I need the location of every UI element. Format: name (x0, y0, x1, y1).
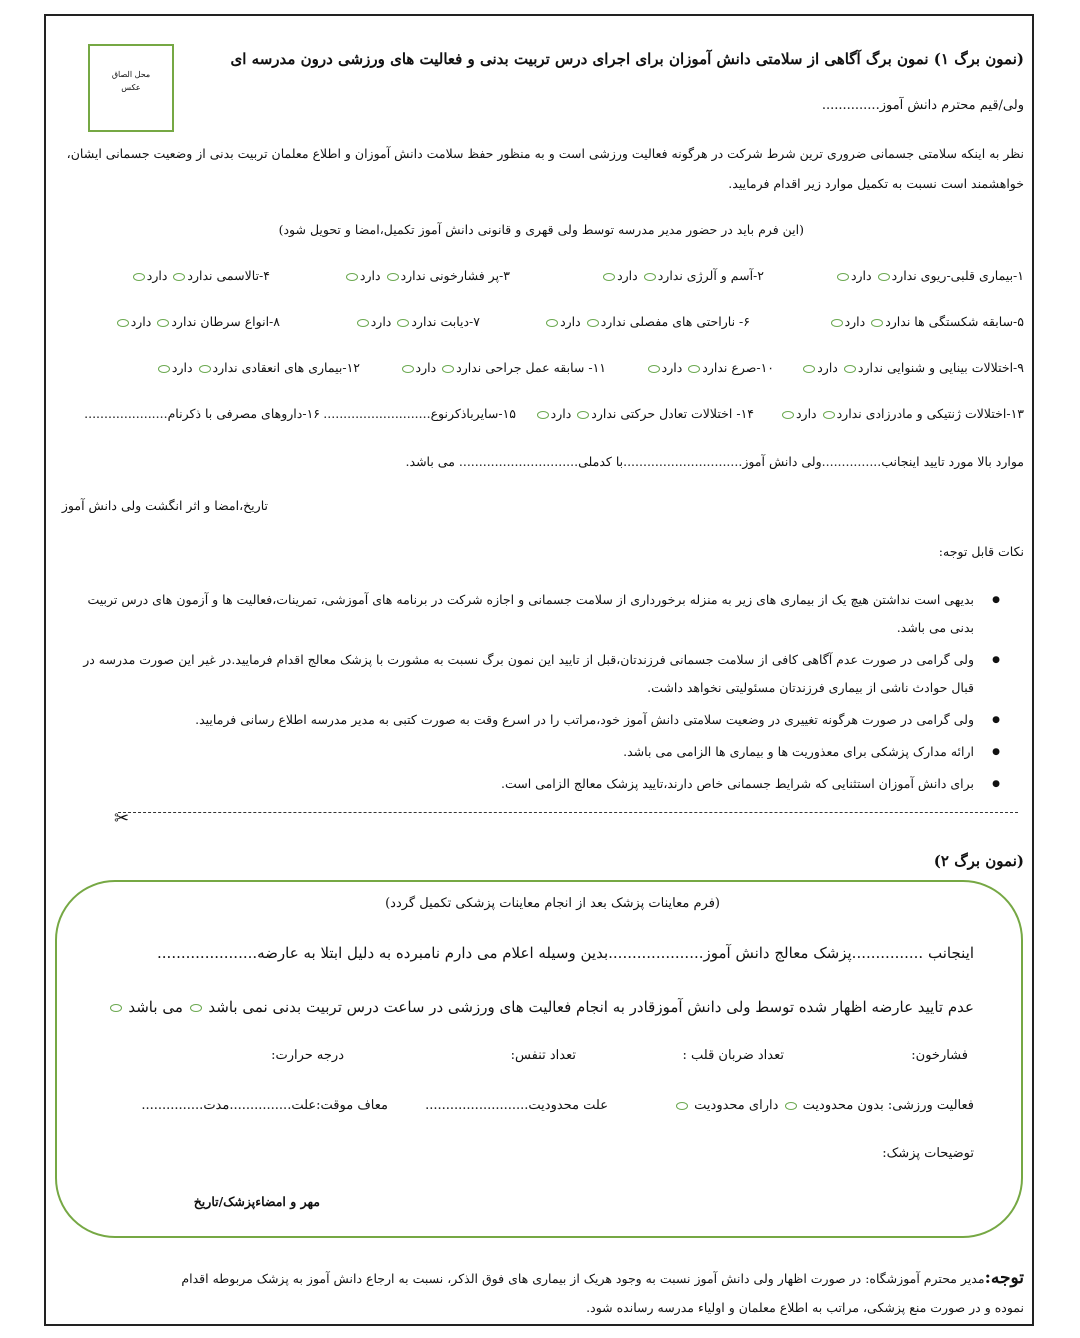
radio-unrestricted[interactable] (785, 1102, 797, 1110)
radio-no[interactable] (871, 319, 883, 327)
temperature-label: درجه حرارت: (271, 1048, 344, 1063)
radio-yes[interactable] (603, 273, 615, 281)
restriction-reason[interactable]: علت محدودیت......................... (425, 1098, 608, 1113)
item-13: ۱۳-اختلالات ژنتیکی و مادرزادی ندارد دارد (780, 406, 1024, 421)
doctor-notes-label: توضیحات پزشک: (882, 1146, 974, 1161)
radio-able[interactable] (110, 1004, 122, 1012)
form1-title: (نمون برگ ۱) نمون برگ آگاهی از سلامتی دانش آموزان برای اجرای درس تربیت بدنی و فعالیت های ورزشی درون مدرسه ای (230, 50, 1024, 68)
item-1: ۱-بیماری قلبی-ریوی ندارد دارد (835, 268, 1024, 283)
greeting: ولی/قیم محترم دانش آموز.............. (821, 98, 1024, 113)
list-item: ● ولی گرامی در صورت هرگونه تغییری در وضعیت سلامتی دانش آموز خود،مراتب را در اسرع وقت به صورت کتبی به مدیر مدرسه اطلاع رسانی فرمایید. (50, 706, 990, 734)
list-item: ● بدیهی است نداشتن هیچ یک از بیماری های زیر به منزله برخورداری از سلامت جسمانی و اجازه شرکت در برنامه های آموزشی، تمرینات،فعالیت ها و آزمون های درس تربیت بدنی می باشد. (74, 586, 990, 642)
heart-rate-label: تعداد ضربان قلب : (682, 1048, 784, 1063)
item-3: ۳-پر فشارخونی ندارد دارد (344, 268, 510, 283)
radio-yes[interactable] (357, 319, 369, 327)
activity-row: فعالیت ورزشی: بدون محدودیت دارای محدودیت (674, 1098, 974, 1113)
confirmation-line: موارد بالا مورد تایید اینجانب...............ولی دانش آموز..............................با کدملی.............................. می باشد. (405, 454, 1024, 469)
intro-line-1: نظر به اینکه سلامتی جسمانی ضروری ترین شرط شرکت در هرگونه فعالیت ورزشی است و به منظور حفظ سلامت دانش آموزان و اطلاع معلمان تربیت بدنی از وضعیت جسمانی ایشان، (66, 146, 1024, 161)
list-item: ● ولی گرامی در صورت عدم آگاهی کافی از سلامت جسمانی فرزندتان،قبل از تایید این نمون برگ نسبت به مشورت با پزشک معالج اقدام فرمایید.در غیر این صورت مدرسه در قبال حوادث ناشی از بیماری فرزندتان مسئولیتی نخواهد داشت. (74, 646, 990, 702)
radio-no[interactable] (157, 319, 169, 327)
item-16[interactable]: ۱۶-داروهای مصرفی با ذکرنام..................... (84, 406, 320, 421)
item-8: ۸-انواع سرطان ندارد دارد (115, 314, 280, 329)
radio-yes[interactable] (831, 319, 843, 327)
notes-title: نکات قابل توجه: (938, 544, 1024, 559)
form-instruction: (این فرم باید در حضور مدیر مدرسه توسط ولی قهری و قانونی دانش آموز تکمیل،امضا و تحویل شود) (278, 222, 804, 237)
radio-no[interactable] (387, 273, 399, 281)
radio-yes[interactable] (133, 273, 145, 281)
radio-no[interactable] (442, 365, 454, 373)
temporary-exemption[interactable]: معاف موقت:علت...............مدت............... (141, 1098, 388, 1113)
fitness-statement: عدم تایید عارضه اظهار شده توسط ولی دانش آموزقادر به انجام فعالیت های ورزشی در ساعت درس تربیت بدنی نمی باشد می باشد (108, 998, 974, 1016)
scissors-icon: ✂ (114, 808, 130, 829)
radio-no[interactable] (688, 365, 700, 373)
radio-yes[interactable] (648, 365, 660, 373)
radio-yes[interactable] (346, 273, 358, 281)
item-14: ۱۴- اختلالات تعادل حرکتی ندارد دارد (535, 406, 754, 421)
notes-list (50, 586, 990, 802)
radio-no[interactable] (199, 365, 211, 373)
intro-line-2: خواهشمند است نسبت به تکمیل موارد زیر اقدام فرمایید. (728, 176, 1024, 191)
radio-no[interactable] (844, 365, 856, 373)
radio-yes[interactable] (837, 273, 849, 281)
radio-yes[interactable] (537, 411, 549, 419)
photo-label-1: محل الصاق (111, 70, 151, 79)
radio-no[interactable] (577, 411, 589, 419)
form2-subtitle: (فرم معاینات پزشک بعد از انجام معاینات پزشکی تکمیل گردد) (385, 896, 720, 911)
item-4: ۴-تالاسمی ندارد دارد (131, 268, 270, 283)
footer-label: توجه: (984, 1268, 1024, 1288)
radio-yes[interactable] (158, 365, 170, 373)
item-2: ۲-آسم و آلرژی ندارد دارد (601, 268, 764, 283)
radio-no[interactable] (587, 319, 599, 327)
radio-no[interactable] (397, 319, 409, 327)
radio-no[interactable] (173, 273, 185, 281)
radio-no[interactable] (823, 411, 835, 419)
respiration-label: تعداد تنفس: (510, 1048, 576, 1063)
photo-placeholder (88, 44, 174, 132)
item-7: ۷-دیابت ندارد دارد (355, 314, 480, 329)
photo-label-2: عکس (121, 83, 141, 92)
item-11: ۱۱- سابقه عمل جراحی ندارد دارد (400, 360, 607, 375)
doctor-stamp-label: مهر و امضاءپزشک/تاریخ (193, 1194, 320, 1209)
form2-title: (نمون برگ ۲) (933, 852, 1024, 870)
doctor-statement[interactable]: اینجانب ...............پزشک معالج دانش آموز....................بدین وسیله اعلام می دارم نامبرده به دلیل ابتلا به عارضه..................... (157, 944, 974, 962)
radio-no[interactable] (644, 273, 656, 281)
radio-yes[interactable] (782, 411, 794, 419)
item-15[interactable]: ۱۵-سایرباذکرنوع........................... (323, 406, 516, 421)
footer-line-1: توجه:مدیر محترم آموزشگاه: در صورت اظهار ولی دانش آموز نسبت به وجود هریک از بیماری های فوق الذکر، نسبت به ارجاع دانش آموز به پزشک مربوطه اقدام (181, 1268, 1024, 1288)
item-5: ۵-سابقه شکستگی ها ندارد دارد (829, 314, 1024, 329)
item-10: ۱۰-صرع ندارد دارد (646, 360, 774, 375)
parent-signature-label: تاریخ،امضا و اثر انگشت ولی دانش آموز (61, 498, 268, 513)
list-item: ● ارائه مدارک پزشکی برای معذوریت ها و بیماری ها الزامی می باشد. (50, 738, 990, 766)
radio-yes[interactable] (546, 319, 558, 327)
radio-no[interactable] (878, 273, 890, 281)
radio-yes[interactable] (402, 365, 414, 373)
radio-restricted[interactable] (676, 1102, 688, 1110)
footer-line-2: نموده و در صورت منع پزشکی، مراتب به اطلاع معلمان و اولیاء مدرسه رسانده شود. (586, 1300, 1024, 1315)
item-9: ۹-اختلالات بینایی و شنوایی ندارد دارد (801, 360, 1024, 375)
radio-yes[interactable] (117, 319, 129, 327)
blood-pressure-label: فشارخون: (911, 1048, 968, 1063)
list-item: ● برای دانش آموزان استثنایی که شرایط جسمانی خاص دارند،تایید پزشک معالج الزامی است. (50, 770, 990, 798)
radio-not-able[interactable] (190, 1004, 202, 1012)
radio-yes[interactable] (803, 365, 815, 373)
cut-line (118, 812, 1018, 813)
item-12: ۱۲-بیماری های انعقادی ندارد دارد (156, 360, 360, 375)
item-6: ۶- ناراحتی های مفصلی ندارد دارد (544, 314, 750, 329)
